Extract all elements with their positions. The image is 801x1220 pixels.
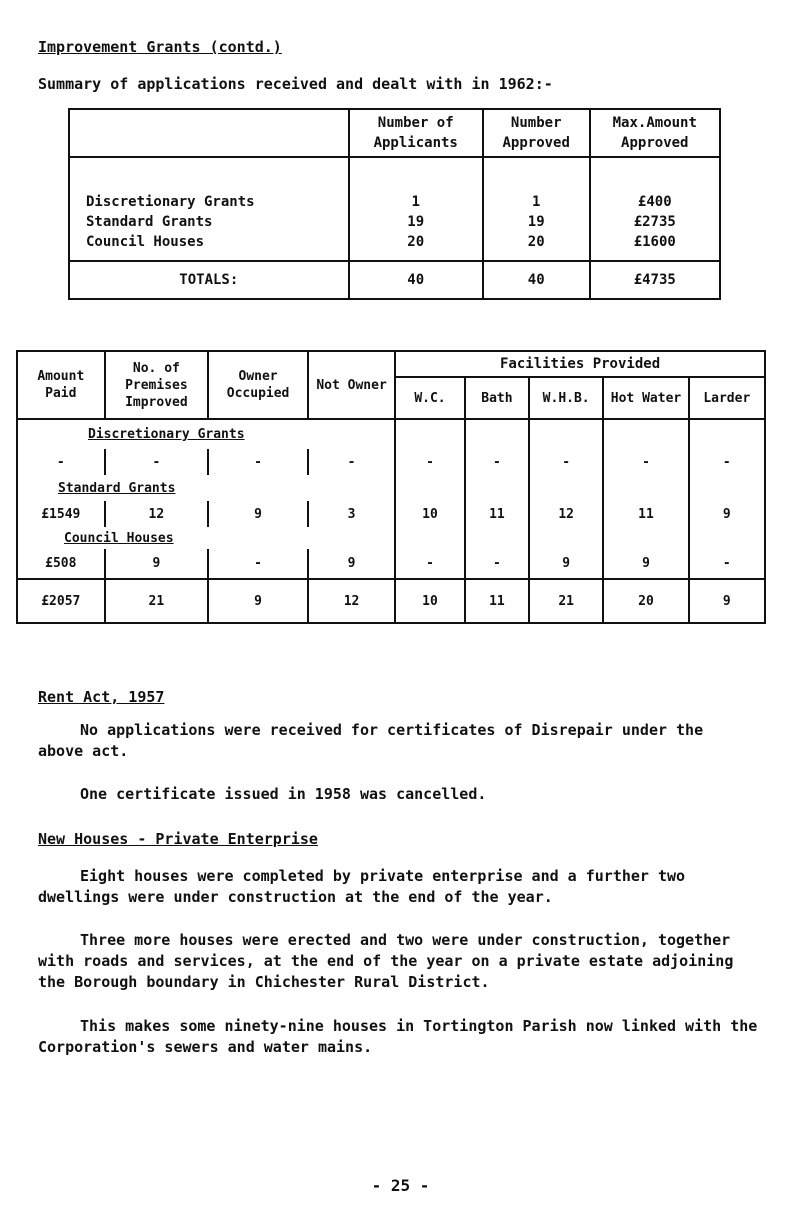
summary-cell: 1 bbox=[411, 194, 420, 210]
table-row bbox=[17, 549, 765, 579]
blank-cell bbox=[465, 419, 529, 449]
cell: 10 bbox=[395, 501, 465, 527]
cell: - bbox=[208, 449, 308, 475]
rent-act-para1: No applications were received for certificates of Disrepair under the above act. bbox=[38, 721, 704, 760]
summary-cell: 20 bbox=[407, 234, 425, 250]
cell: - bbox=[105, 449, 209, 475]
total-cell: 9 bbox=[208, 579, 308, 623]
table-row bbox=[17, 449, 765, 475]
summary-cell: 20 bbox=[527, 234, 545, 250]
blank-cell bbox=[603, 419, 688, 449]
blank-cell bbox=[603, 527, 688, 549]
blank-cell bbox=[603, 475, 688, 501]
total-cell: 21 bbox=[105, 579, 209, 623]
hdr-hot-water: Hot Water bbox=[603, 377, 688, 419]
facilities-table bbox=[16, 350, 766, 624]
rent-act-para2: One certificate issued in 1958 was cancelled. bbox=[80, 785, 487, 803]
cell: 9 bbox=[308, 549, 395, 579]
summary-totals-amount: £4735 bbox=[590, 261, 720, 299]
summary-header-amount: Max.Amount Approved bbox=[590, 109, 720, 157]
cell: 9 bbox=[208, 501, 308, 527]
new-houses-para2: Three more houses were erected and two were under construction, together with roads and services, at the end of the year on a private estate adjoining the Borough boundary in Chichester Rural District. bbox=[38, 931, 734, 991]
blank-cell bbox=[689, 419, 765, 449]
cell: £1549 bbox=[17, 501, 105, 527]
summary-label: Council Houses bbox=[86, 234, 205, 250]
cell: 9 bbox=[529, 549, 603, 579]
cell: - bbox=[689, 449, 765, 475]
page-number: - 25 - bbox=[371, 1176, 430, 1195]
hdr-facilities-provided: Facilities Provided bbox=[395, 351, 765, 377]
hdr-bath: Bath bbox=[465, 377, 529, 419]
total-cell: 11 bbox=[465, 579, 529, 623]
cell: 12 bbox=[529, 501, 603, 527]
cell: 9 bbox=[689, 501, 765, 527]
cell: - bbox=[308, 449, 395, 475]
cell: 11 bbox=[603, 501, 688, 527]
total-cell: 10 bbox=[395, 579, 465, 623]
blank-cell bbox=[395, 475, 465, 501]
summary-row-labels bbox=[69, 157, 349, 261]
cell: 11 bbox=[465, 501, 529, 527]
cell: - bbox=[465, 549, 529, 579]
hdr-premises: No. of Premises Improved bbox=[105, 351, 209, 419]
total-cell: 20 bbox=[603, 579, 688, 623]
totals-row bbox=[17, 579, 765, 623]
blank-cell bbox=[689, 475, 765, 501]
summary-table bbox=[68, 108, 721, 300]
blank-cell bbox=[529, 527, 603, 549]
cell: 3 bbox=[308, 501, 395, 527]
cell: - bbox=[395, 449, 465, 475]
section-title-text: Standard Grants bbox=[58, 480, 176, 496]
summary-header-applicants: Number of Applicants bbox=[349, 109, 483, 157]
total-cell: 9 bbox=[689, 579, 765, 623]
page-title: Improvement Grants (contd.) bbox=[38, 38, 282, 56]
section-title bbox=[17, 527, 395, 549]
new-houses-heading: New Houses - Private Enterprise bbox=[38, 830, 318, 848]
summary-totals-applicants: 40 bbox=[349, 261, 483, 299]
section-title bbox=[17, 475, 395, 501]
total-cell: 21 bbox=[529, 579, 603, 623]
cell: - bbox=[689, 549, 765, 579]
blank-cell bbox=[395, 419, 465, 449]
blank-cell bbox=[689, 527, 765, 549]
summary-label: Standard Grants bbox=[86, 214, 213, 230]
cell: - bbox=[395, 549, 465, 579]
total-cell: 12 bbox=[308, 579, 395, 623]
summary-totals-approved: 40 bbox=[483, 261, 590, 299]
cell: 9 bbox=[603, 549, 688, 579]
table-row bbox=[17, 501, 765, 527]
new-houses-para1: Eight houses were completed by private enterprise and a further two dwellings were under construction at the end of the year. bbox=[38, 867, 686, 906]
blank-cell bbox=[529, 419, 603, 449]
summary-totals-label: TOTALS: bbox=[69, 261, 349, 299]
blank-cell bbox=[465, 527, 529, 549]
cell: £508 bbox=[17, 549, 105, 579]
summary-approved-col bbox=[483, 157, 590, 261]
summary-label: Discretionary Grants bbox=[86, 194, 255, 210]
summary-amount-col bbox=[590, 157, 720, 261]
summary-header-blank bbox=[69, 109, 349, 157]
total-cell: £2057 bbox=[17, 579, 105, 623]
hdr-amount-paid: Amount Paid bbox=[17, 351, 105, 419]
summary-cell: £1600 bbox=[633, 234, 676, 250]
cell: - bbox=[465, 449, 529, 475]
hdr-owner-occupied: Owner Occupied bbox=[208, 351, 308, 419]
summary-header-approved: Number Approved bbox=[483, 109, 590, 157]
summary-applicants-col bbox=[349, 157, 483, 261]
summary-cell: 19 bbox=[527, 214, 545, 230]
cell: - bbox=[529, 449, 603, 475]
summary-cell: £400 bbox=[637, 194, 672, 210]
hdr-larder: Larder bbox=[689, 377, 765, 419]
rent-act-heading: Rent Act, 1957 bbox=[38, 688, 165, 706]
cell: - bbox=[208, 549, 308, 579]
summary-line: Summary of applications received and dealt with in 1962:- bbox=[38, 75, 553, 93]
cell: 9 bbox=[105, 549, 209, 579]
blank-cell bbox=[395, 527, 465, 549]
blank-cell bbox=[529, 475, 603, 501]
cell: - bbox=[603, 449, 688, 475]
cell: 12 bbox=[105, 501, 209, 527]
hdr-whb: W.H.B. bbox=[529, 377, 603, 419]
new-houses-para3: This makes some ninety-nine houses in Tortington Parish now linked with the Corporation's sewers and water mains. bbox=[38, 1017, 758, 1056]
summary-cell: 19 bbox=[407, 214, 425, 230]
blank-cell bbox=[465, 475, 529, 501]
section-title-text: Council Houses bbox=[64, 530, 174, 546]
summary-cell: £2735 bbox=[633, 214, 676, 230]
section-title bbox=[17, 419, 395, 449]
summary-cell: 1 bbox=[531, 194, 541, 210]
section-title-text: Discretionary Grants bbox=[88, 427, 245, 442]
hdr-not-owner: Not Owner bbox=[308, 351, 395, 419]
hdr-wc: W.C. bbox=[395, 377, 465, 419]
cell: - bbox=[17, 449, 105, 475]
